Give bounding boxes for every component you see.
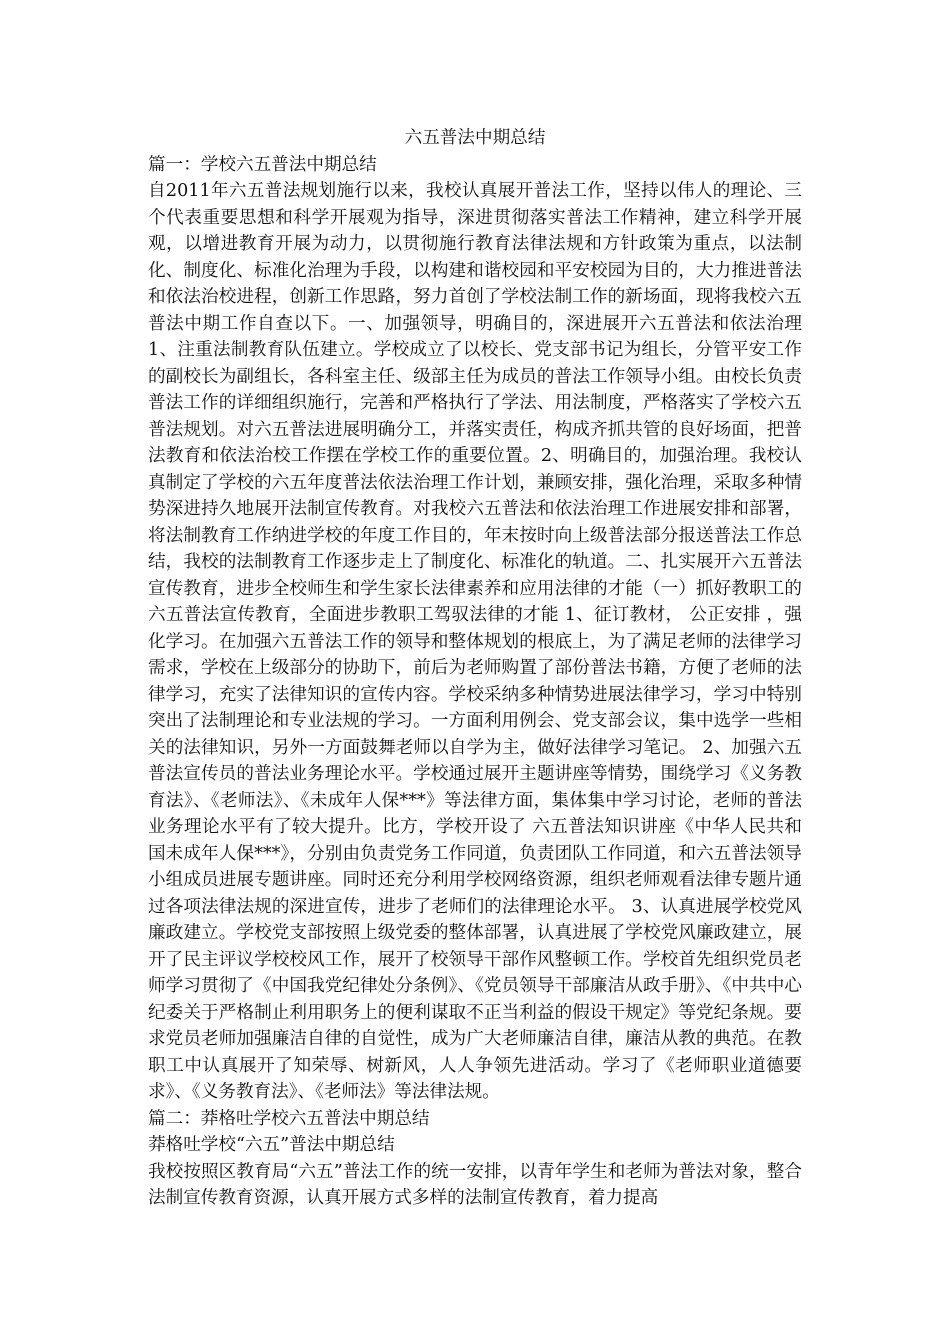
section1-body: 自2011年六五普法规划施行以来，我校认真展开普法工作，坚持以伟人的理论、三个代表重要思想和科学开展观为指导，深进贯彻落实普法工作精神，建立科学开展观，以增进教育开展为动力，以贯彻施行教育法律法规和方针政策为重点，以法制化、制度化、标准化治理为手段，以构建和谐校园和平安校园为目的，大力推进普法和依法治校进程，创新工作思路，努力首创了学校法制工作的新场面，现将我校六五普法中期工作自查以下。一、加强领导，明确目的，深进展开六五普法和依法治理1、注重法制教育队伍建立。学校成立了以校长、党支部书记为组长，分管平安工作的副校长为副组长，各科室主任、级部主任为成员的普法工作领导小组。由校长负责普法工作的详细组织施行，完善和严格执行了学法、用法制度，严格落实了学校六五普法规划。对六五普法进展明确分工，并落实责任，构成齐抓共管的良好场面，把普法教育和依法治校工作摆在学校工作的重要位置。2、明确目的，加强治理。我校认真制定了学校的六五年度普法依法治理工作计划，兼顾安排，强化治理，采取多种情势深进持久地展开法制宣传教育。对我校六五普法和依法治理工作进展安排和部署，将法制教育工作纳进学校的年度工作目的，年末按时向上级普法部分报送普法工作总结，我校的法制教育工作逐步走上了制度化、标准化的轨道。二、扎实展开六五普法宣传教育，进步全校师生和学生家长法律素养和应用法律的才能（一）抓好教职工的六五普法宣传教育，全面进步教职工驾驭法律的才能 1、征订教材， 公正安排 ，强化学习。在加强六五普法工作的领导和整体规划的根底上，为了满足老师的法律学习需求，学校在上级部分的协助下，前后为老师购置了部份普法书籍，方便了老师的法律学习，充实了法律知识的宣传内容。学校采纳多种情势进展法律学习，学习中特别突出了法制理论和专业法规的学习。一方面利用例会、党支部会议，集中选学一些相关的法律知识，另外一方面鼓舞老师以自学为主，做好法律学习笔记。 2、加强六五普法宣传员的普法业务理论水平。学校通过展开主题讲座等情势，围绕学习《义务教育法》、《老师法》、《未成年人保***》等法律方面，集体集中学习讨论，老师的普法业务理论水平有了较大提升。比方，学校开设了 六五普法知识讲座《中华人民共和国未成年人保***》，分别由负责党务工作同道，负责团队工作同道，和六五普法领导小组成员进展专题讲座。同时还充分利用学校网络资源，组织老师观看法律专题片通过各项法律法规的深进宣传，进步了老师们的法律理论水平。 3、认真进展学校党风廉政建立。学校党支部按照上级党委的整体部署，认真进展了学校党风廉政建立，展开了民主评议学校校风工作，展开了校领导干部作风整顿工作。学校首先组织党员老师学习贯彻了《中国我党纪律处分条例》、《党员领导干部廉洁从政手册》、《中共中心纪委关于严格制止利用职务上的便利谋取不正当利益的假设干规定》等党纪条规。要求党员老师加强廉洁自律的自觉性，成为广大老师廉洁自律，廉洁从教的典范。在教职工中认真展开了知荣辱、树新风，人人争领先进活动。学习了《老师职业道德要求》、《义务教育法》、《老师法》等法律法规。 (148, 181, 802, 1102)
document-title: 六五普法中期总结 (404, 128, 546, 148)
section2-subheading: 莽格吐学校“六五”普法中期总结 (148, 1135, 395, 1155)
section2-heading: 篇二：莽格吐学校六五普法中期总结 (148, 1108, 430, 1129)
section2-body: 我校按照区教育局“六五”普法工作的统一安排，以青年学生和老师为普法对象，整合法制宣传教育资源，认真开展方式多样的法制宣传教育，着力提高 (148, 1161, 802, 1208)
section1-heading: 篇一：学校六五普法中期总结 (148, 154, 377, 175)
document-content (148, 125, 802, 1212)
